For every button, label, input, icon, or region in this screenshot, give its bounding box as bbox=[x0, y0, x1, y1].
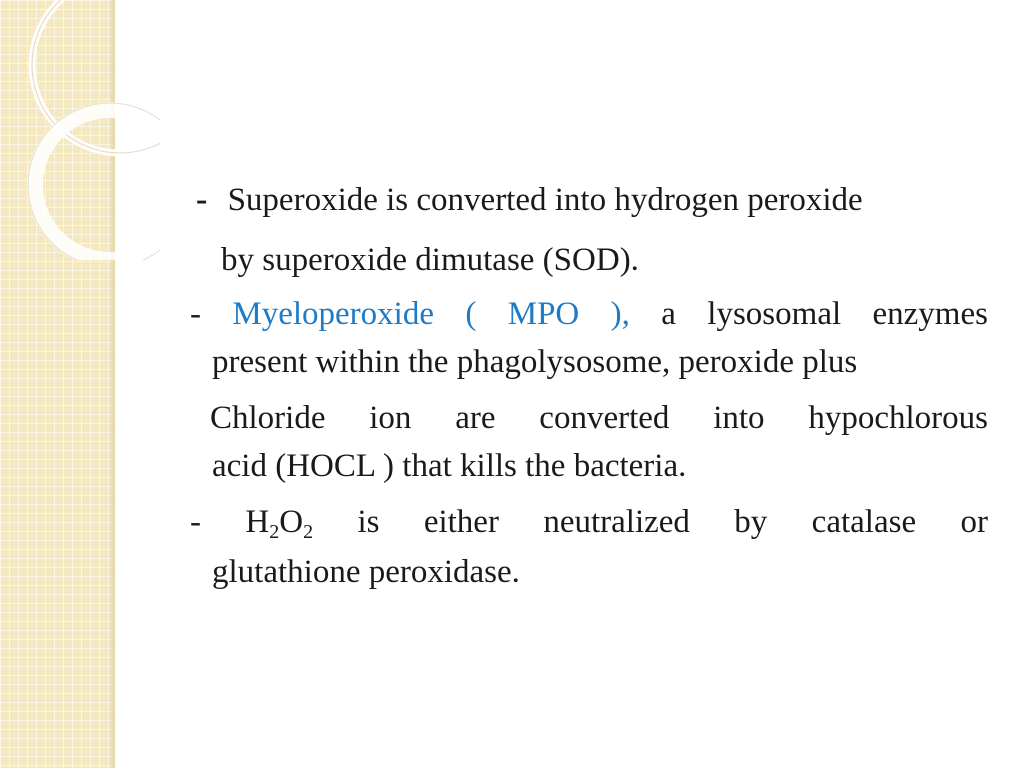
highlight-word: ), bbox=[610, 296, 630, 332]
word: are bbox=[455, 400, 496, 436]
bullet-2-line-1 bbox=[190, 294, 988, 334]
bullet-1-line-2: by superoxide dimutase (SOD). bbox=[221, 242, 639, 278]
word: neutralized bbox=[543, 504, 690, 540]
bullet-2-line-3 bbox=[210, 398, 988, 438]
formula-h: H bbox=[245, 504, 270, 540]
bullet-1-text-1: Superoxide is converted into hydrogen peroxide bbox=[227, 182, 863, 218]
word: lysosomal bbox=[707, 296, 842, 332]
decorative-rings bbox=[0, 0, 160, 260]
highlight-word: MPO bbox=[507, 296, 580, 332]
bullet-dash: - bbox=[190, 504, 201, 540]
formula-subscript: 2 bbox=[303, 521, 314, 543]
word: into bbox=[713, 400, 765, 436]
chemical-formula bbox=[245, 502, 313, 542]
bullet-dash: - bbox=[196, 181, 208, 218]
word: by bbox=[734, 504, 768, 540]
bullet-dash: - bbox=[190, 296, 201, 332]
word: enzymes bbox=[872, 296, 988, 332]
word: Chloride bbox=[210, 400, 326, 436]
word: catalase bbox=[811, 504, 917, 540]
highlight-word: Myeloperoxide bbox=[232, 296, 434, 332]
word: hypochlorous bbox=[808, 400, 988, 436]
ring-medium bbox=[35, 110, 160, 260]
word: or bbox=[960, 504, 988, 540]
word: ion bbox=[369, 400, 412, 436]
formula-o: O bbox=[279, 504, 304, 540]
formula-subscript: 2 bbox=[269, 521, 280, 543]
bullet-3-line-2: glutathione peroxidase. bbox=[212, 554, 520, 590]
word: a bbox=[661, 296, 676, 332]
bullet-2-line-2: present within the phagolysosome, peroxide plus bbox=[212, 344, 858, 380]
word: converted bbox=[539, 400, 670, 436]
word: either bbox=[423, 504, 499, 540]
bullet-3-line-1 bbox=[190, 502, 988, 542]
bullet-2-line-4: acid (HOCL ) that kills the bacteria. bbox=[212, 448, 687, 484]
bullet-1-line-1 bbox=[196, 180, 863, 220]
word: is bbox=[357, 504, 380, 540]
highlight-word: ( bbox=[465, 296, 477, 332]
